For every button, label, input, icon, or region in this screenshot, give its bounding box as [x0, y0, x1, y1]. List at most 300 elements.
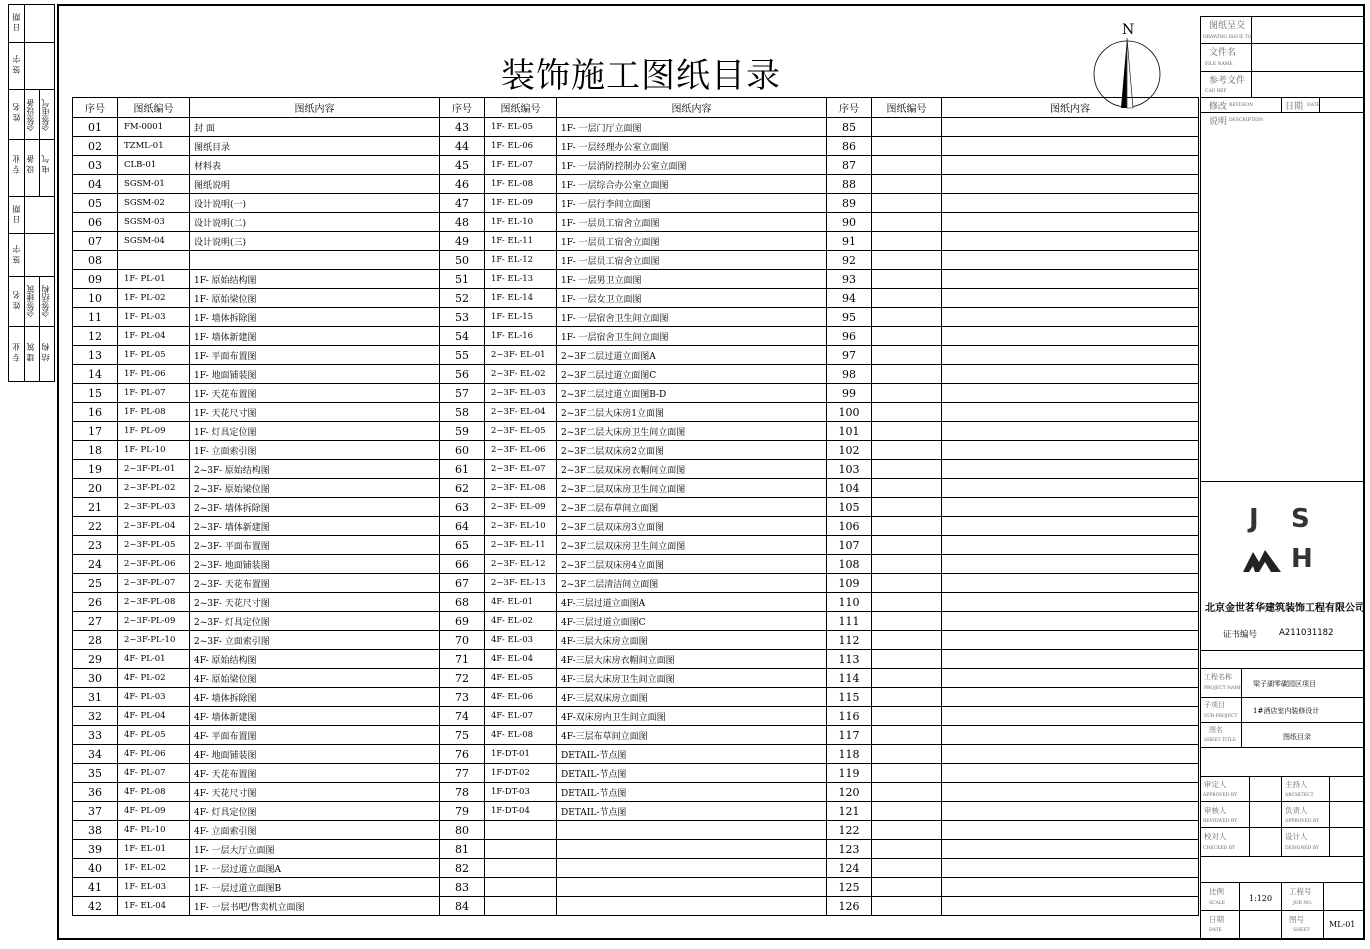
content-cell: 2~3F二层双床房2立面图 — [557, 441, 827, 460]
code-cell: 4F- PL-01 — [118, 650, 190, 669]
content-cell — [942, 156, 1199, 175]
scale-label: 比例 — [1209, 887, 1224, 896]
seq-cell: 59 — [440, 422, 485, 441]
page-title: 装饰施工图纸目录 — [501, 56, 781, 96]
seq-cell: 46 — [440, 175, 485, 194]
table-row — [73, 612, 1199, 631]
strip-name-label: 姓 名 — [12, 103, 21, 122]
seq-cell: 110 — [827, 593, 872, 612]
code-cell — [872, 707, 942, 726]
content-cell: 1F- 一层行李间立面图 — [557, 194, 827, 213]
content-cell: 2~3F二层双床房卫生间立面图 — [557, 536, 827, 555]
content-cell — [942, 650, 1199, 669]
seq-cell: 43 — [440, 118, 485, 137]
code-cell: 2~3F- EL-05 — [485, 422, 557, 441]
code-cell: 4F- EL-04 — [485, 650, 557, 669]
code-cell: 1F- PL-07 — [118, 384, 190, 403]
code-cell: 4F- EL-08 — [485, 726, 557, 745]
code-cell — [872, 194, 942, 213]
code-cell: CLB-01 — [118, 156, 190, 175]
content-cell: 2~3F- 墙体新建图 — [190, 517, 440, 536]
content-cell: 2~3F- 原始梁位图 — [190, 479, 440, 498]
table-row — [73, 536, 1199, 555]
scale-value: 1:120 — [1249, 894, 1273, 903]
content-cell: 4F- 地面铺装图 — [190, 745, 440, 764]
code-cell: 4F- EL-03 — [485, 631, 557, 650]
code-cell — [872, 574, 942, 593]
seq-cell: 04 — [73, 175, 118, 194]
seq-cell: 60 — [440, 441, 485, 460]
seq-cell: 68 — [440, 593, 485, 612]
seq-cell: 56 — [440, 365, 485, 384]
code-cell — [872, 821, 942, 840]
seq-cell: 97 — [827, 346, 872, 365]
revision-en: REVISION — [1229, 103, 1254, 108]
code-cell — [872, 327, 942, 346]
code-cell — [872, 308, 942, 327]
header-code: 图纸编号 — [485, 98, 557, 118]
content-cell: 1F- 一层宿舍卫生间立面图 — [557, 308, 827, 327]
code-cell: 2~3F-PL-02 — [118, 479, 190, 498]
code-cell — [872, 118, 942, 137]
code-cell — [872, 593, 942, 612]
sub-project-label-en: SUB-PROJECT — [1204, 714, 1238, 719]
seq-cell: 02 — [73, 137, 118, 156]
code-cell: 4F- EL-05 — [485, 669, 557, 688]
table-row — [73, 897, 1199, 916]
code-cell: 1F- EL-14 — [485, 289, 557, 308]
code-cell: 2~3F-PL-04 — [118, 517, 190, 536]
code-cell: 1F- EL-10 — [485, 213, 557, 232]
seq-cell: 52 — [440, 289, 485, 308]
table-row — [73, 232, 1199, 251]
seq-cell: 12 — [73, 327, 118, 346]
seq-cell: 22 — [73, 517, 118, 536]
strip-prof-label: 专 业 — [12, 155, 21, 174]
code-cell: 1F- EL-12 — [485, 251, 557, 270]
table-row — [73, 194, 1199, 213]
seq-cell: 91 — [827, 232, 872, 251]
table-row — [73, 327, 1199, 346]
seq-cell: 48 — [440, 213, 485, 232]
content-cell — [942, 802, 1199, 821]
content-cell: DETAIL-节点图 — [557, 745, 827, 764]
content-cell — [942, 498, 1199, 517]
content-cell — [942, 688, 1199, 707]
content-cell: 1F- 一层员工宿舍立面图 — [557, 213, 827, 232]
description-en: DESCRIPTION — [1229, 118, 1264, 123]
code-cell — [872, 270, 942, 289]
issue-to-en: DRAWING ISSUE TO — [1203, 35, 1252, 40]
code-cell: 1F- PL-09 — [118, 422, 190, 441]
seq-cell: 32 — [73, 707, 118, 726]
seq-cell: 20 — [73, 479, 118, 498]
code-cell — [872, 555, 942, 574]
code-cell: 1F- EL-02 — [118, 859, 190, 878]
code-cell: 4F- EL-02 — [485, 612, 557, 631]
logo-letter-j: J — [1249, 504, 1259, 534]
seq-cell: 106 — [827, 517, 872, 536]
seq-cell: 121 — [827, 802, 872, 821]
code-cell: SGSM-03 — [118, 213, 190, 232]
content-cell: 1F- 一层过道立面图B — [190, 878, 440, 897]
seq-cell: 124 — [827, 859, 872, 878]
seq-cell: 01 — [73, 118, 118, 137]
responsible-label: 负责人 — [1285, 806, 1308, 815]
reviewed-label-en: REVIEWED BY — [1203, 819, 1238, 824]
content-cell: 1F- 一层门厅立面图 — [557, 118, 827, 137]
seq-cell: 66 — [440, 555, 485, 574]
seq-cell: 29 — [73, 650, 118, 669]
seq-cell: 30 — [73, 669, 118, 688]
content-cell — [942, 897, 1199, 916]
seq-cell: 08 — [73, 251, 118, 270]
code-cell — [872, 783, 942, 802]
seq-cell: 104 — [827, 479, 872, 498]
checked-label-en: CHECKED BY — [1203, 846, 1235, 851]
header-code: 图纸编号 — [872, 98, 942, 118]
content-cell: 4F-三层大床房衣帽间立面图 — [557, 650, 827, 669]
code-cell: 2~3F- EL-10 — [485, 517, 557, 536]
sub-project-name: 1#酒店室内装修设计 — [1253, 707, 1320, 715]
sheet-title: 图纸目录 — [1283, 733, 1311, 741]
seq-cell: 114 — [827, 669, 872, 688]
code-cell: SGSM-01 — [118, 175, 190, 194]
content-cell: 4F-三层大床房卫生间立面图 — [557, 669, 827, 688]
seq-cell: 37 — [73, 802, 118, 821]
content-cell — [942, 175, 1199, 194]
sheet-title-label: 图名 — [1209, 726, 1223, 734]
seq-cell: 82 — [440, 859, 485, 878]
date-label-en: DATE — [1209, 928, 1222, 933]
table-row — [73, 517, 1199, 536]
content-cell — [942, 460, 1199, 479]
content-cell: 2~3F- 原始结构图 — [190, 460, 440, 479]
content-cell — [942, 308, 1199, 327]
code-cell: 2~3F-PL-09 — [118, 612, 190, 631]
table-row — [73, 365, 1199, 384]
table-row — [73, 213, 1199, 232]
content-cell: 2~3F- 平面布置图 — [190, 536, 440, 555]
content-cell — [942, 365, 1199, 384]
table-row — [73, 555, 1199, 574]
seq-cell: 10 — [73, 289, 118, 308]
content-cell: 1F- 一层大厅立面图 — [190, 840, 440, 859]
seq-cell: 86 — [827, 137, 872, 156]
seq-cell: 28 — [73, 631, 118, 650]
strip-arch-label: 建 筑 — [26, 343, 35, 362]
seq-cell: 36 — [73, 783, 118, 802]
content-cell: 4F- 平面布置图 — [190, 726, 440, 745]
reviewed-label: 审核人 — [1204, 806, 1227, 815]
content-cell: 2~3F二层双床房3立面图 — [557, 517, 827, 536]
table-row — [73, 650, 1199, 669]
content-cell: 1F- 一层综合办公室立面图 — [557, 175, 827, 194]
approved-label-en: APPROVED BY — [1203, 793, 1238, 798]
seq-cell: 41 — [73, 878, 118, 897]
strip-struct-label: 结 构 — [41, 343, 50, 362]
content-cell: 2~3F二层大床房卫生间立面图 — [557, 422, 827, 441]
seq-cell: 47 — [440, 194, 485, 213]
seq-cell: 99 — [827, 384, 872, 403]
code-cell — [485, 821, 557, 840]
code-cell: FM-0001 — [118, 118, 190, 137]
content-cell: 1F- 一层员工宿舍立面图 — [557, 232, 827, 251]
seq-cell: 72 — [440, 669, 485, 688]
seq-cell: 103 — [827, 460, 872, 479]
content-cell — [942, 346, 1199, 365]
code-cell: 4F- PL-03 — [118, 688, 190, 707]
code-cell: 4F- EL-01 — [485, 593, 557, 612]
header-code: 图纸编号 — [118, 98, 190, 118]
seq-cell: 105 — [827, 498, 872, 517]
content-cell: 4F- 原始梁位图 — [190, 669, 440, 688]
seq-cell: 75 — [440, 726, 485, 745]
seq-cell: 19 — [73, 460, 118, 479]
content-cell: 2~3F二层清洁间立面图 — [557, 574, 827, 593]
code-cell — [485, 840, 557, 859]
content-cell: 设计说明(一) — [190, 194, 440, 213]
table-row — [73, 251, 1199, 270]
strip-elec-label: 电 气 — [41, 155, 50, 174]
code-cell: 1F- PL-05 — [118, 346, 190, 365]
company-name: 北京金世茗华建筑装饰工程有限公司 — [1205, 603, 1365, 614]
content-cell: 1F- 一层过道立面图A — [190, 859, 440, 878]
content-cell: 4F-三层大床房立面图 — [557, 631, 827, 650]
content-cell: 2~3F- 天花尺寸图 — [190, 593, 440, 612]
content-cell — [942, 764, 1199, 783]
code-cell — [872, 232, 942, 251]
seq-cell: 71 — [440, 650, 485, 669]
seq-cell: 27 — [73, 612, 118, 631]
seq-cell: 107 — [827, 536, 872, 555]
seq-cell: 53 — [440, 308, 485, 327]
seq-cell: 108 — [827, 555, 872, 574]
file-name-label: 文件名 — [1209, 48, 1237, 58]
code-cell: SGSM-04 — [118, 232, 190, 251]
seq-cell: 57 — [440, 384, 485, 403]
code-cell: 1F-DT-01 — [485, 745, 557, 764]
code-cell: 2~3F- EL-07 — [485, 460, 557, 479]
seq-cell: 73 — [440, 688, 485, 707]
content-cell: 设计说明(二) — [190, 213, 440, 232]
seq-cell: 42 — [73, 897, 118, 916]
code-cell: 1F- EL-16 — [485, 327, 557, 346]
content-cell: 1F- 天花尺寸图 — [190, 403, 440, 422]
strip-spec-elec: 会签电气 — [41, 99, 50, 131]
seq-cell: 23 — [73, 536, 118, 555]
seq-cell: 115 — [827, 688, 872, 707]
rev-date-en: DATE — [1307, 103, 1320, 108]
content-cell: 1F- 墙体新建图 — [190, 327, 440, 346]
code-cell: 1F-DT-02 — [485, 764, 557, 783]
seq-cell: 118 — [827, 745, 872, 764]
strip-prof2-label: 专 业 — [12, 343, 21, 362]
code-cell: 4F- PL-05 — [118, 726, 190, 745]
code-cell: 4F- EL-06 — [485, 688, 557, 707]
seq-cell: 17 — [73, 422, 118, 441]
content-cell — [942, 232, 1199, 251]
seq-cell: 78 — [440, 783, 485, 802]
content-cell: 4F- 墙体拆除图 — [190, 688, 440, 707]
strip-date2-label: 日 期 — [12, 205, 21, 224]
job-no-label: 工程号 — [1289, 887, 1312, 896]
code-cell: 2~3F- EL-09 — [485, 498, 557, 517]
seq-cell: 88 — [827, 175, 872, 194]
drawing-index-table — [72, 97, 1199, 916]
code-cell: 1F- PL-06 — [118, 365, 190, 384]
code-cell: 1F- EL-13 — [485, 270, 557, 289]
code-cell: 2~3F- EL-02 — [485, 365, 557, 384]
code-cell — [872, 384, 942, 403]
content-cell — [942, 194, 1199, 213]
content-cell: 2~3F二层双床房卫生间立面图 — [557, 479, 827, 498]
header-content: 图纸内容 — [942, 98, 1199, 118]
table-row — [73, 821, 1199, 840]
responsible-label-en: APPROVED BY — [1285, 819, 1320, 824]
seq-cell: 96 — [827, 327, 872, 346]
header-seq: 序号 — [827, 98, 872, 118]
content-cell: 1F- 原始梁位图 — [190, 289, 440, 308]
seq-cell: 123 — [827, 840, 872, 859]
content-cell: 2~3F- 天花布置图 — [190, 574, 440, 593]
code-cell — [872, 460, 942, 479]
table-row — [73, 726, 1199, 745]
file-name-en: FILE NAME — [1205, 62, 1233, 67]
content-cell: 4F- 天花尺寸图 — [190, 783, 440, 802]
seq-cell: 90 — [827, 213, 872, 232]
seq-cell: 111 — [827, 612, 872, 631]
content-cell: DETAIL-节点图 — [557, 802, 827, 821]
seq-cell: 64 — [440, 517, 485, 536]
table-row — [73, 346, 1199, 365]
content-cell: 图纸目录 — [190, 137, 440, 156]
project-name: 梁子湖零碳园区项目 — [1253, 680, 1316, 688]
content-cell — [942, 137, 1199, 156]
content-cell — [942, 289, 1199, 308]
content-cell: 1F- 墙体拆除图 — [190, 308, 440, 327]
content-cell — [557, 897, 827, 916]
code-cell: 1F- PL-08 — [118, 403, 190, 422]
code-cell: 4F- PL-10 — [118, 821, 190, 840]
code-cell — [872, 251, 942, 270]
header-content: 图纸内容 — [557, 98, 827, 118]
content-cell: 1F- 一层男卫立面图 — [557, 270, 827, 289]
content-cell: 4F-三层过道立面图C — [557, 612, 827, 631]
content-cell — [557, 840, 827, 859]
code-cell — [872, 441, 942, 460]
code-cell: 2~3F-PL-08 — [118, 593, 190, 612]
content-cell: 2~3F二层双床房衣帽间立面图 — [557, 460, 827, 479]
seq-cell: 95 — [827, 308, 872, 327]
code-cell: 4F- PL-04 — [118, 707, 190, 726]
code-cell — [872, 688, 942, 707]
content-cell — [942, 441, 1199, 460]
code-cell — [872, 289, 942, 308]
table-row — [73, 422, 1199, 441]
code-cell: 2~3F- EL-01 — [485, 346, 557, 365]
seq-cell: 84 — [440, 897, 485, 916]
architect-label-en: ARCHITECT — [1285, 793, 1314, 798]
code-cell — [872, 840, 942, 859]
content-cell: 2~3F二层过道立面图A — [557, 346, 827, 365]
seq-cell: 112 — [827, 631, 872, 650]
table-row — [73, 745, 1199, 764]
code-cell — [872, 650, 942, 669]
content-cell — [942, 821, 1199, 840]
seq-cell: 77 — [440, 764, 485, 783]
code-cell — [872, 878, 942, 897]
north-label: N — [1122, 22, 1135, 38]
content-cell — [942, 555, 1199, 574]
issue-to-label: 图纸呈交 — [1209, 21, 1246, 31]
code-cell: 2~3F-PL-03 — [118, 498, 190, 517]
content-cell: 4F- 灯具定位图 — [190, 802, 440, 821]
seq-cell: 62 — [440, 479, 485, 498]
content-cell: DETAIL-节点图 — [557, 764, 827, 783]
seq-cell: 89 — [827, 194, 872, 213]
content-cell: 4F-三层双床房立面图 — [557, 688, 827, 707]
seq-cell: 06 — [73, 213, 118, 232]
code-cell: 2~3F- EL-13 — [485, 574, 557, 593]
seq-cell: 26 — [73, 593, 118, 612]
designed-label: 设计人 — [1285, 832, 1308, 841]
code-cell: 1F- EL-01 — [118, 840, 190, 859]
logo-mountain-icon — [1243, 546, 1281, 572]
table-row — [73, 498, 1199, 517]
content-cell: 1F- 原始结构图 — [190, 270, 440, 289]
strip-date-label: 日 期 — [12, 13, 21, 32]
code-cell: 2~3F-PL-01 — [118, 460, 190, 479]
content-cell: 4F- 立面索引图 — [190, 821, 440, 840]
content-cell: 4F- 原始结构图 — [190, 650, 440, 669]
sheet-title-label-en: SHEET TITLE — [1204, 738, 1237, 743]
code-cell: 2~3F- EL-06 — [485, 441, 557, 460]
seq-cell: 87 — [827, 156, 872, 175]
table-row — [73, 574, 1199, 593]
date-label: 日期 — [1209, 915, 1224, 924]
code-cell — [872, 517, 942, 536]
seq-cell: 15 — [73, 384, 118, 403]
seq-cell: 83 — [440, 878, 485, 897]
code-cell — [872, 726, 942, 745]
code-cell — [872, 213, 942, 232]
content-cell: 1F- 灯具定位图 — [190, 422, 440, 441]
code-cell — [872, 346, 942, 365]
content-cell — [942, 612, 1199, 631]
seq-cell: 49 — [440, 232, 485, 251]
code-cell: 4F- PL-08 — [118, 783, 190, 802]
code-cell — [872, 764, 942, 783]
code-cell: 4F- PL-07 — [118, 764, 190, 783]
code-cell — [872, 669, 942, 688]
content-cell — [942, 707, 1199, 726]
content-cell: 1F- 天花布置图 — [190, 384, 440, 403]
seq-cell: 05 — [73, 194, 118, 213]
table-row — [73, 384, 1199, 403]
code-cell: SGSM-02 — [118, 194, 190, 213]
seq-cell: 80 — [440, 821, 485, 840]
code-cell: 4F- PL-02 — [118, 669, 190, 688]
code-cell: 1F- EL-07 — [485, 156, 557, 175]
code-cell: 1F- EL-06 — [485, 137, 557, 156]
code-cell: 1F- EL-11 — [485, 232, 557, 251]
code-cell — [872, 859, 942, 878]
seq-cell: 120 — [827, 783, 872, 802]
code-cell: 2~3F- EL-12 — [485, 555, 557, 574]
header-seq: 序号 — [440, 98, 485, 118]
code-cell — [872, 479, 942, 498]
